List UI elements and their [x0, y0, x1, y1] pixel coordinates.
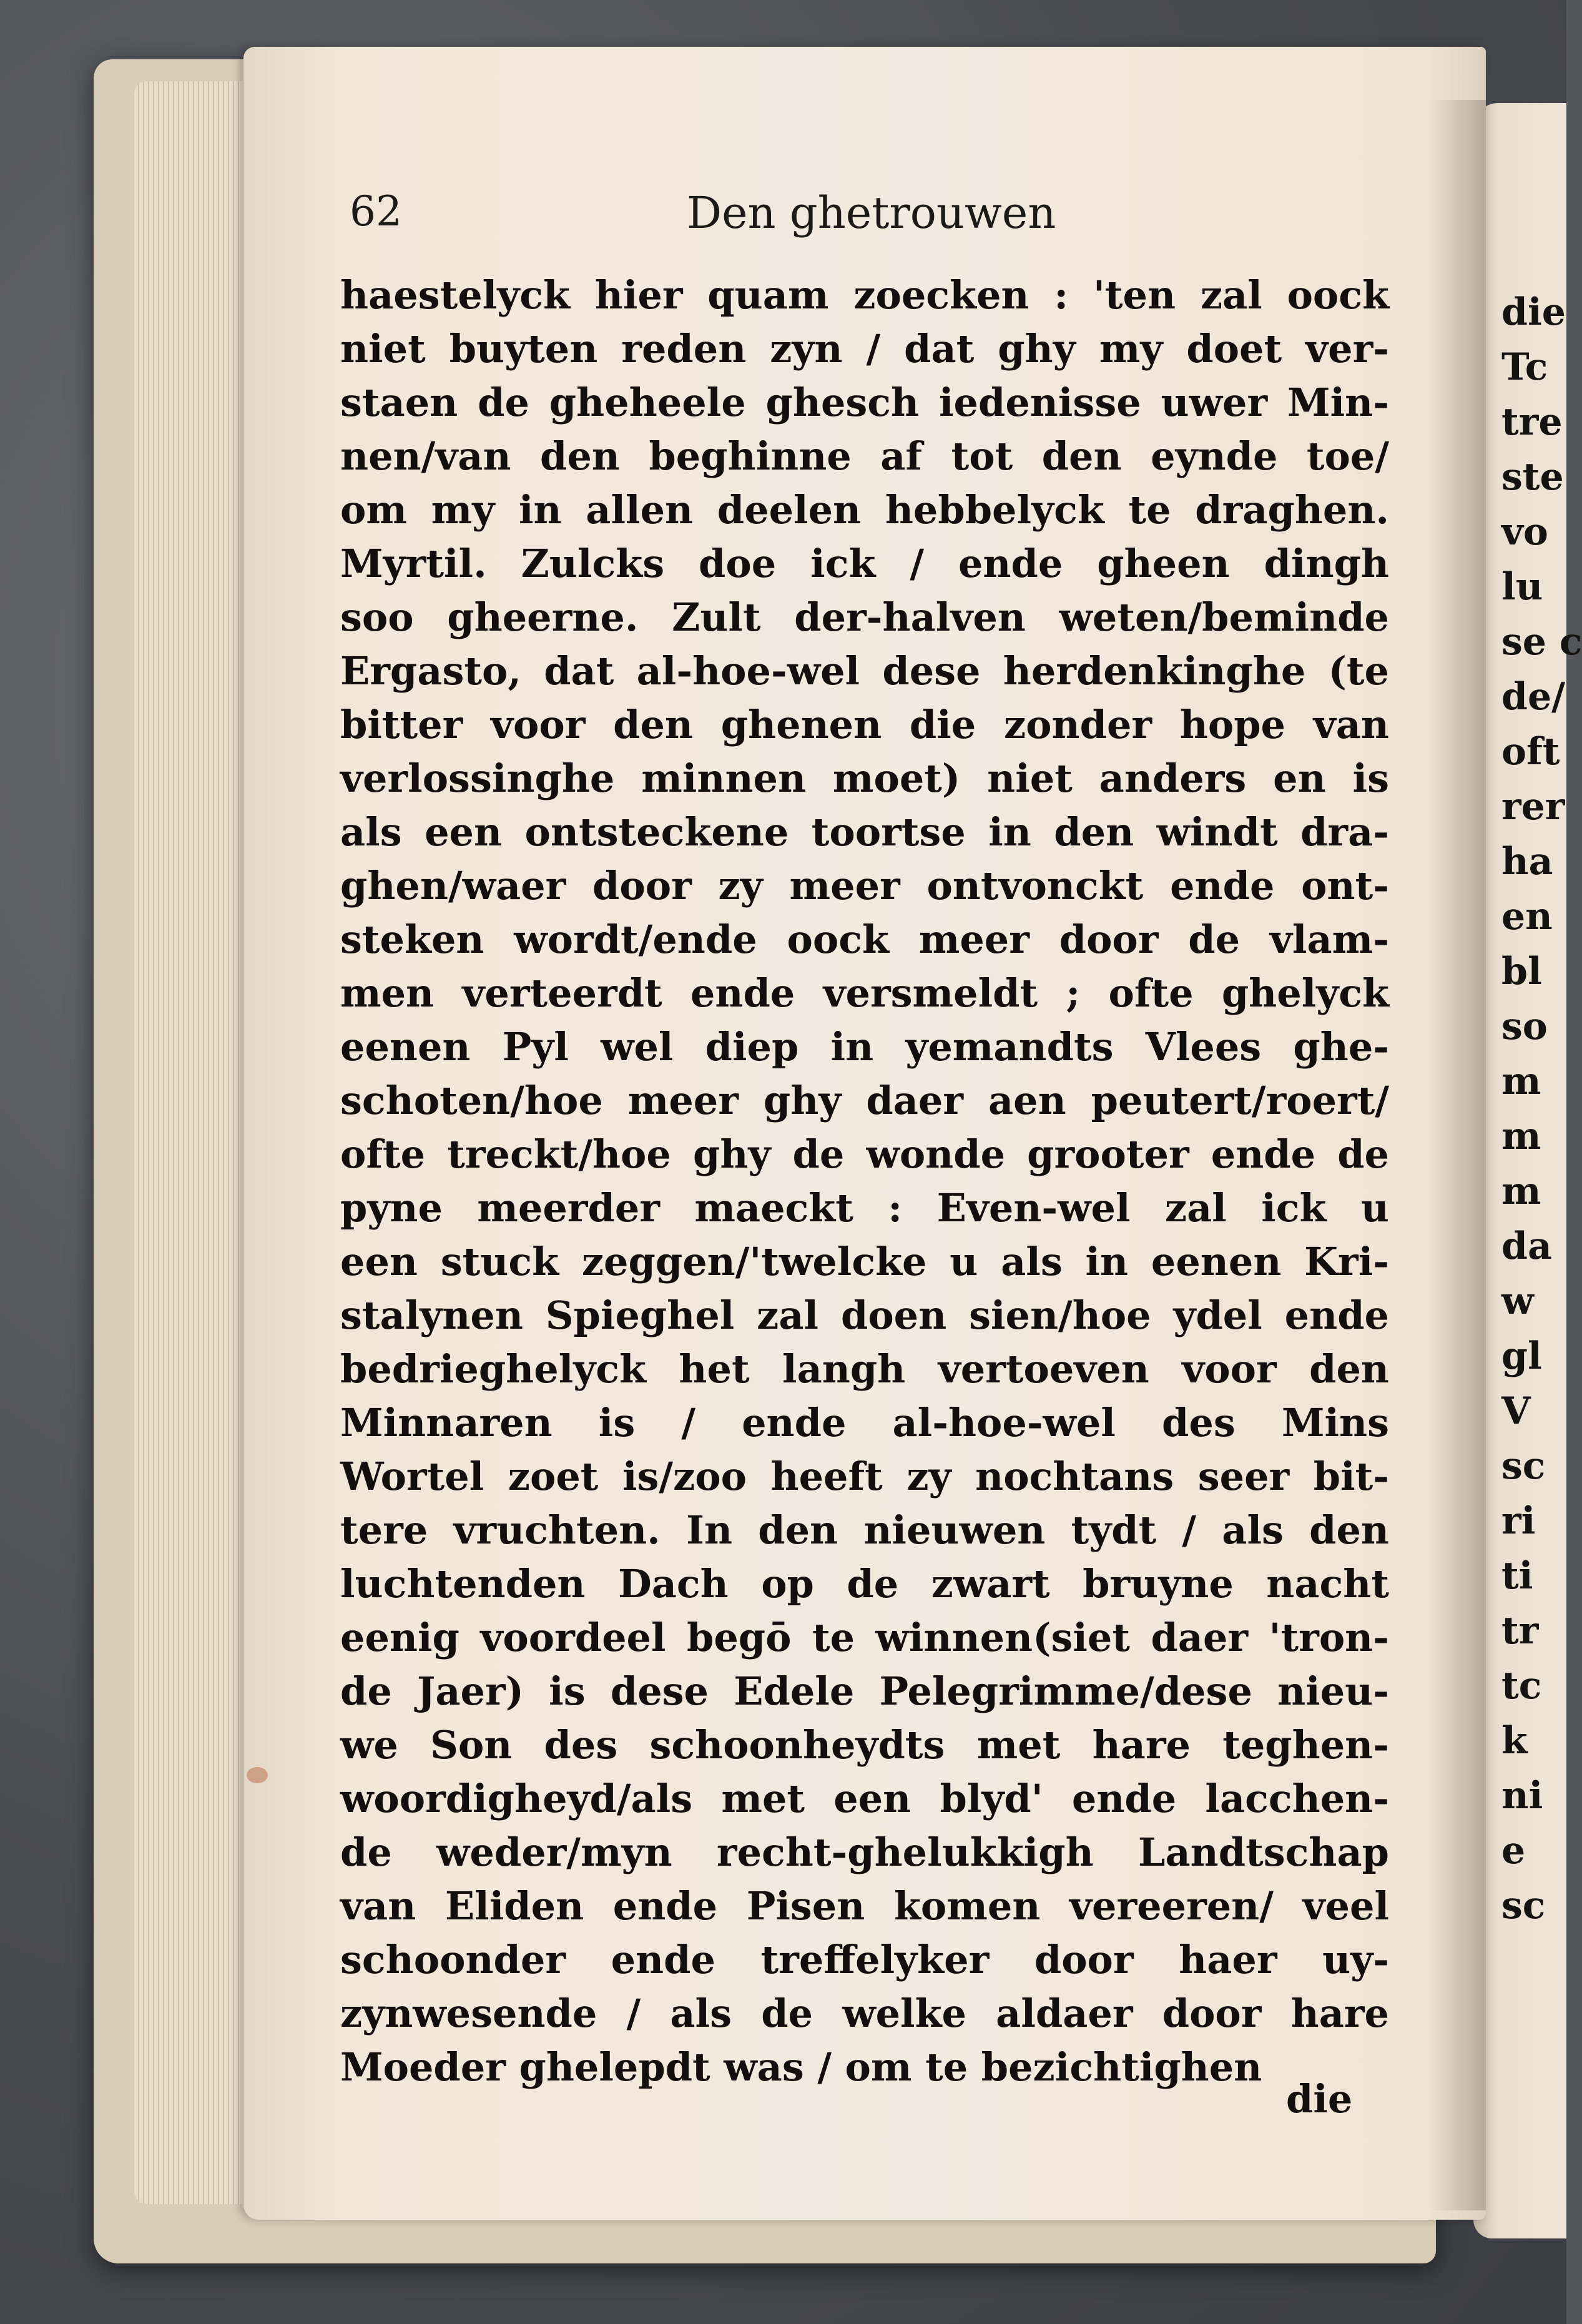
facing-page-fragment: sc [1501, 1444, 1546, 1488]
text-line: luchtenden Dach op de zwart bruyne nacht [340, 1561, 1389, 1607]
text-block [340, 268, 1389, 2094]
text-line: Wortel zoet is/zoo heeft zy nochtans seer bit- [340, 1454, 1389, 1499]
catchword: die [1286, 2076, 1353, 2122]
text-line: Myrtil. Zulcks doe ick / ende gheen dingh [340, 541, 1389, 586]
facing-page-fragment: oft [1501, 730, 1560, 774]
facing-page-fragment: ti [1501, 1554, 1533, 1598]
facing-page-fragment: ha [1501, 840, 1553, 884]
facing-page-fragment: ri [1501, 1499, 1536, 1543]
facing-page-fragment: se c [1501, 620, 1582, 664]
text-line: nen/van den beghinne af tot den eynde toe/ [340, 433, 1389, 479]
facing-page-fragment: k [1501, 1719, 1528, 1763]
text-line: tere vruchten. In den nieuwen tydt / als den [340, 1507, 1389, 1553]
text-line: schoonder ende treffelyker door haer uy- [340, 1937, 1389, 1982]
facing-page-fragment: ni [1501, 1774, 1543, 1818]
text-line: een stuck zeggen/'twelcke u als in eenen Kri- [340, 1239, 1389, 1284]
facing-page-fragment: m [1501, 1060, 1541, 1103]
facing-page-fragment: sc [1501, 1884, 1546, 1928]
facing-page-fragment: w [1501, 1279, 1534, 1323]
text-line: verlossinghe minnen moet) niet anders en is [340, 756, 1389, 801]
text-line: we Son des schoonheydts met hare teghen- [340, 1722, 1389, 1768]
text-line: steken wordt/ende oock meer door de vlam- [340, 917, 1389, 962]
text-line: men verteerdt ende versmeldt ; ofte ghelyck [340, 970, 1389, 1016]
page-number: 62 [350, 187, 402, 235]
facing-page-fragment: m [1501, 1115, 1541, 1158]
facing-page-fragment: da [1501, 1224, 1552, 1268]
text-line: als een ontsteckene toortse in den windt dra- [340, 809, 1389, 855]
text-line: haestelyck hier quam zoecken : 'ten zal oock [340, 272, 1389, 318]
text-line: bedrieghelyck het langh vertoeven voor den [340, 1346, 1389, 1392]
text-line: bitter voor den ghenen die zonder hope van [340, 702, 1389, 747]
text-line: Minnaren is / ende al-hoe-wel des Mins [340, 1400, 1389, 1445]
facing-page-fragment: de/ [1501, 675, 1566, 719]
text-line: zynwesende / als de welke aldaer door hare [340, 1991, 1389, 2036]
text-line: eenig voordeel begō te winnen(siet daer 'tron- [340, 1615, 1389, 1660]
gutter-shadow [1430, 100, 1486, 2210]
facing-page-fragment: vo [1501, 510, 1548, 554]
facing-page-fragment: tr [1501, 1609, 1539, 1653]
facing-page-fragment: V [1501, 1389, 1531, 1433]
text-line: ofte treckt/hoe ghy de wonde grooter ende de [340, 1131, 1389, 1177]
facing-page-fragment: en [1501, 895, 1553, 938]
facing-page-fragment: gl [1501, 1334, 1542, 1378]
facing-page-fragment: tre [1501, 400, 1563, 444]
facing-page-fragment: m [1501, 1169, 1541, 1213]
text-line: pyne meerder maeckt : Even-wel zal ick u [340, 1185, 1389, 1231]
facing-page-fragment: lu [1501, 565, 1543, 609]
facing-page-fragment: die [1501, 290, 1566, 334]
text-line: stalynen Spieghel zal doen sien/hoe ydel ende [340, 1292, 1389, 1338]
page-stain [247, 1767, 268, 1783]
text-line: de Jaer) is dese Edele Pelegrimme/dese nieu- [340, 1668, 1389, 1714]
text-line: de weder/myn recht-ghelukkigh Landtschap [340, 1829, 1389, 1875]
text-line: schoten/hoe meer ghy daer aen peutert/roert/ [340, 1078, 1389, 1123]
text-line: Moeder ghelepdt was / om te bezichtighen [340, 2044, 1262, 2090]
facing-page-fragment: bl [1501, 950, 1542, 993]
text-line: ghen/waer door zy meer ontvonckt ende ont- [340, 863, 1389, 908]
text-line: eenen Pyl wel diep in yemandts Vlees ghe- [340, 1024, 1389, 1070]
text-line: van Eliden ende Pisen komen vereeren/ veel [340, 1883, 1389, 1929]
text-line: niet buyten reden zyn / dat ghy my doet ver- [340, 326, 1389, 372]
text-line: Ergasto, dat al-hoe-wel dese herdenkinghe (te [340, 648, 1389, 694]
text-line: om my in allen deelen hebbelyck te draghen. [340, 487, 1389, 533]
facing-page [1473, 103, 1582, 2238]
facing-page-fragment: so [1501, 1005, 1548, 1048]
text-line: staen de gheheele ghesch iedenisse uwer Min- [340, 380, 1389, 425]
facing-page-fragment: tc [1501, 1664, 1542, 1708]
facing-page-fragment: Tc [1501, 345, 1548, 389]
facing-page-fragment: e [1501, 1829, 1526, 1873]
facing-page-fragment: ste [1501, 455, 1564, 499]
running-title: Den ghetrouwen [687, 187, 1056, 239]
facing-page-fragment: rer [1501, 785, 1565, 829]
text-line: woordigheyd/als met een blyd' ende lacchen- [340, 1776, 1389, 1821]
text-line: soo gheerne. Zult der-halven weten/beminde [340, 594, 1389, 640]
